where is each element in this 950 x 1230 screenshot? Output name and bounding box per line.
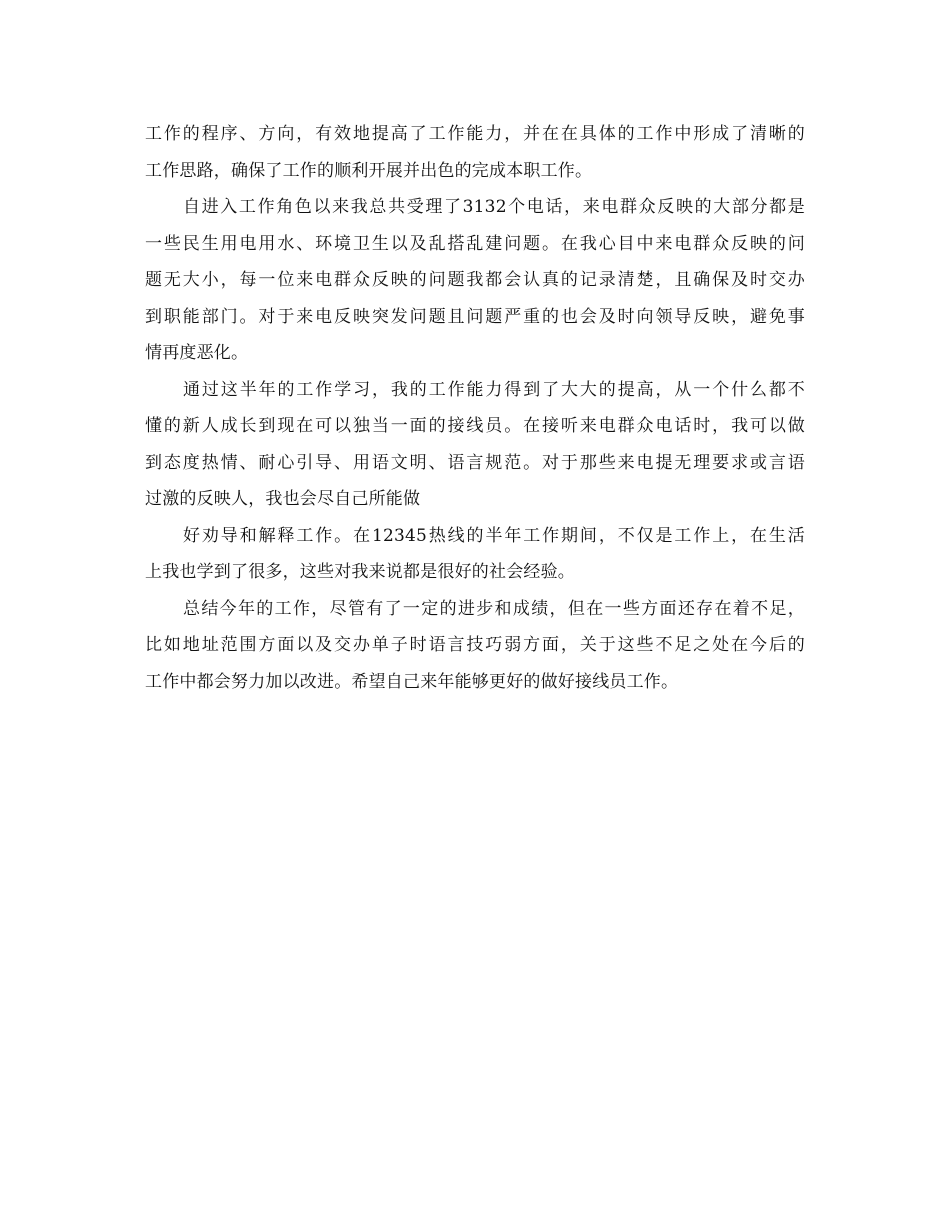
text-line: 懂的新人成长到现在可以独当一面的接线员。在接听来电群众电话时，我可以做	[145, 416, 805, 436]
paragraph-first-line: 总结今年的工作，尽管有了一定的进步和成绩，但在一些方面还存在着不足，	[183, 598, 805, 619]
text-line: 情再度恶化。	[145, 343, 249, 363]
text-line: 工作的程序、方向，有效地提高了工作能力，并在在具体的工作中形成了清晰的	[145, 124, 805, 144]
paragraph-first-line: 自进入工作角色以来我总共受理了3132个电话，来电群众反映的大部分都是	[183, 197, 805, 217]
document-page	[145, 116, 805, 700]
text-line: 到态度热情、耐心引导、用语文明、语言规范。对于那些来电提无理要求或言语	[145, 452, 805, 473]
text-line: 到职能部门。对于来电反映突发问题且问题严重的也会及时向领导反映，避免事	[145, 306, 805, 327]
paragraph-first-line: 通过这半年的工作学习，我的工作能力得到了大大的提高，从一个什么都不	[183, 379, 805, 400]
text-line: 过激的反映人，我也会尽自己所能做	[145, 489, 421, 509]
text-line: 题无大小，每一位来电群众反映的问题我都会认真的记录清楚，且确保及时交办	[145, 270, 805, 290]
text-line: 工作中都会努力加以改进。希望自己来年能够更好的做好接线员工作。	[145, 671, 679, 692]
text-line: 工作思路，确保了工作的顺利开展并出色的完成本职工作。	[145, 160, 593, 181]
text-line: 上我也学到了很多，这些对我来说都是很好的社会经验。	[145, 562, 575, 582]
text-line: 一些民生用电用水、环境卫生以及乱搭乱建问题。在我心目中来电群众反映的问	[145, 233, 805, 254]
text-line: 比如地址范围方面以及交办单子时语言技巧弱方面，关于这些不足之处在今后的	[145, 635, 805, 655]
paragraph-first-line: 好劝导和解释工作。在12345热线的半年工作期间，不仅是工作上，在生活	[183, 525, 805, 546]
